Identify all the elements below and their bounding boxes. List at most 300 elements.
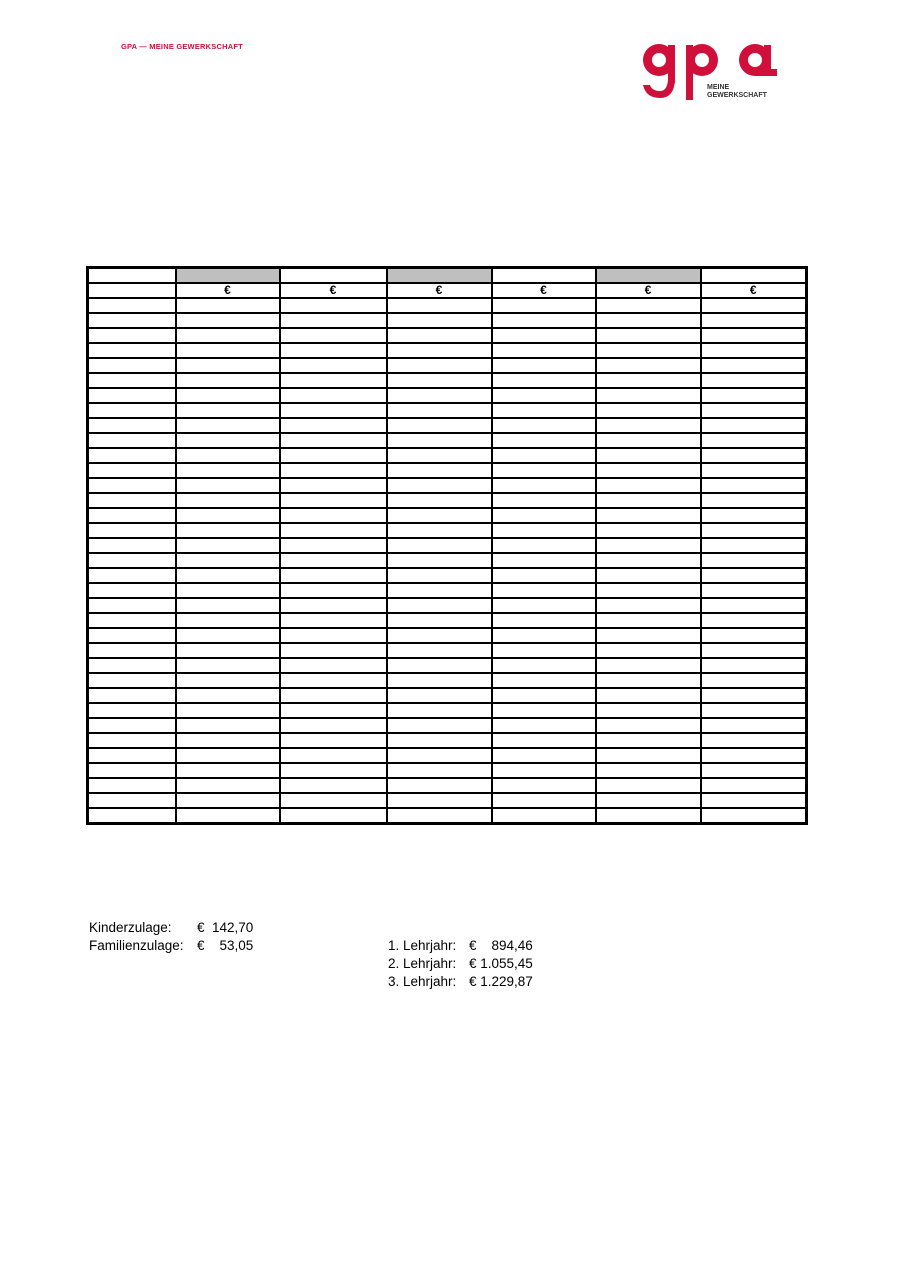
table-cell bbox=[280, 493, 387, 508]
table-cell bbox=[701, 568, 807, 583]
table-cell bbox=[701, 628, 807, 643]
table-cell bbox=[701, 373, 807, 388]
table-cell bbox=[88, 373, 176, 388]
familienzulage-label: Familienzulage: bbox=[89, 938, 184, 953]
table-cell bbox=[280, 643, 387, 658]
table-cell bbox=[701, 343, 807, 358]
table-cell bbox=[701, 463, 807, 478]
table-cell bbox=[88, 478, 176, 493]
table-cell bbox=[596, 343, 701, 358]
currency-cell: € bbox=[176, 283, 280, 298]
table-row bbox=[88, 373, 807, 388]
table-cell bbox=[492, 478, 596, 493]
table-cell bbox=[387, 628, 492, 643]
salary-table bbox=[86, 266, 808, 825]
table-cell bbox=[701, 748, 807, 763]
table-cell bbox=[88, 658, 176, 673]
table-cell bbox=[88, 763, 176, 778]
table-cell bbox=[176, 613, 280, 628]
table-cell bbox=[701, 403, 807, 418]
table-cell bbox=[492, 763, 596, 778]
table-cell bbox=[701, 433, 807, 448]
header-cell bbox=[280, 268, 387, 284]
table-cell bbox=[596, 418, 701, 433]
table-cell bbox=[176, 493, 280, 508]
table-cell bbox=[387, 298, 492, 313]
table-cell bbox=[701, 658, 807, 673]
table-row bbox=[88, 508, 807, 523]
table-row bbox=[88, 733, 807, 748]
table-cell bbox=[176, 298, 280, 313]
table-cell bbox=[176, 778, 280, 793]
table-cell bbox=[701, 793, 807, 808]
table-cell bbox=[492, 553, 596, 568]
table-cell bbox=[280, 658, 387, 673]
table-header-row bbox=[88, 268, 807, 284]
table-cell bbox=[176, 553, 280, 568]
table-cell bbox=[88, 583, 176, 598]
table-cell bbox=[596, 508, 701, 523]
table-cell bbox=[176, 448, 280, 463]
table-cell bbox=[701, 718, 807, 733]
table-cell bbox=[280, 628, 387, 643]
table-cell bbox=[492, 748, 596, 763]
table-cell bbox=[280, 313, 387, 328]
table-cell bbox=[596, 778, 701, 793]
table-cell bbox=[596, 643, 701, 658]
table-row bbox=[88, 328, 807, 343]
table-cell bbox=[176, 403, 280, 418]
table-cell bbox=[492, 673, 596, 688]
table-cell bbox=[596, 718, 701, 733]
table-cell bbox=[176, 733, 280, 748]
table-cell bbox=[176, 688, 280, 703]
table-cell bbox=[280, 328, 387, 343]
table-cell bbox=[176, 598, 280, 613]
table-cell bbox=[280, 778, 387, 793]
table-row bbox=[88, 313, 807, 328]
table-cell bbox=[701, 673, 807, 688]
table-cell bbox=[88, 748, 176, 763]
table-cell bbox=[88, 523, 176, 538]
table-cell bbox=[387, 808, 492, 824]
table-cell bbox=[280, 763, 387, 778]
table-cell bbox=[492, 343, 596, 358]
table-cell bbox=[596, 568, 701, 583]
table-cell bbox=[387, 688, 492, 703]
table-row bbox=[88, 793, 807, 808]
familienzulage-value: € 53,05 bbox=[197, 938, 254, 953]
table-cell bbox=[701, 688, 807, 703]
currency-cell: € bbox=[387, 283, 492, 298]
table-cell bbox=[88, 673, 176, 688]
table-cell bbox=[387, 583, 492, 598]
table-row bbox=[88, 808, 807, 824]
table-cell bbox=[492, 403, 596, 418]
header-tagline: GPA — MEINE GEWERKSCHAFT bbox=[121, 42, 243, 51]
table-cell bbox=[701, 328, 807, 343]
table-cell bbox=[176, 313, 280, 328]
table-cell bbox=[492, 508, 596, 523]
table-cell bbox=[492, 643, 596, 658]
table-cell bbox=[88, 568, 176, 583]
table-cell bbox=[176, 463, 280, 478]
table-cell bbox=[280, 538, 387, 553]
table-row bbox=[88, 418, 807, 433]
table-row bbox=[88, 343, 807, 358]
table-cell bbox=[88, 793, 176, 808]
header-cell bbox=[596, 268, 701, 284]
currency-row-label-cell bbox=[88, 283, 176, 298]
table-cell bbox=[176, 373, 280, 388]
table-cell bbox=[701, 538, 807, 553]
table-row bbox=[88, 613, 807, 628]
table-cell bbox=[596, 688, 701, 703]
table-cell bbox=[387, 478, 492, 493]
table-cell bbox=[596, 523, 701, 538]
table-row bbox=[88, 448, 807, 463]
table-cell bbox=[701, 508, 807, 523]
table-cell bbox=[701, 313, 807, 328]
table-cell bbox=[88, 598, 176, 613]
table-cell bbox=[280, 478, 387, 493]
table-cell bbox=[596, 808, 701, 824]
table-cell bbox=[492, 568, 596, 583]
table-row bbox=[88, 643, 807, 658]
table-row bbox=[88, 718, 807, 733]
table-cell bbox=[280, 343, 387, 358]
table-cell bbox=[387, 733, 492, 748]
table-cell bbox=[88, 628, 176, 643]
table-cell bbox=[280, 688, 387, 703]
table-cell bbox=[280, 403, 387, 418]
salary-grid bbox=[86, 266, 808, 825]
table-cell bbox=[280, 793, 387, 808]
table-cell bbox=[701, 298, 807, 313]
table-cell bbox=[176, 628, 280, 643]
header-cell bbox=[88, 268, 176, 284]
table-cell bbox=[387, 358, 492, 373]
table-cell bbox=[176, 808, 280, 824]
table-cell bbox=[387, 463, 492, 478]
table-cell bbox=[387, 493, 492, 508]
table-row bbox=[88, 493, 807, 508]
table-row bbox=[88, 598, 807, 613]
table-cell bbox=[701, 358, 807, 373]
table-cell bbox=[387, 763, 492, 778]
table-row bbox=[88, 298, 807, 313]
table-cell bbox=[596, 373, 701, 388]
lehrjahr-3-label: 3. Lehrjahr: bbox=[388, 974, 457, 989]
table-cell bbox=[280, 598, 387, 613]
table-row bbox=[88, 553, 807, 568]
table-cell bbox=[701, 583, 807, 598]
table-cell bbox=[492, 583, 596, 598]
table-row bbox=[88, 388, 807, 403]
table-cell bbox=[280, 568, 387, 583]
table-row bbox=[88, 703, 807, 718]
table-cell bbox=[176, 328, 280, 343]
table-cell bbox=[596, 403, 701, 418]
currency-row bbox=[88, 283, 807, 298]
table-cell bbox=[492, 298, 596, 313]
table-cell bbox=[596, 358, 701, 373]
table-cell bbox=[492, 448, 596, 463]
table-cell bbox=[596, 793, 701, 808]
table-cell bbox=[280, 718, 387, 733]
table-cell bbox=[596, 328, 701, 343]
table-cell bbox=[88, 493, 176, 508]
table-cell bbox=[280, 703, 387, 718]
table-cell bbox=[88, 433, 176, 448]
table-cell bbox=[492, 358, 596, 373]
table-cell bbox=[596, 673, 701, 688]
table-cell bbox=[176, 643, 280, 658]
table-cell bbox=[596, 538, 701, 553]
table-cell bbox=[280, 388, 387, 403]
table-cell bbox=[492, 733, 596, 748]
table-row bbox=[88, 688, 807, 703]
table-cell bbox=[387, 343, 492, 358]
table-row bbox=[88, 763, 807, 778]
table-cell bbox=[88, 403, 176, 418]
table-cell bbox=[387, 598, 492, 613]
table-row bbox=[88, 628, 807, 643]
table-cell bbox=[280, 733, 387, 748]
table-cell bbox=[387, 673, 492, 688]
table-cell bbox=[596, 478, 701, 493]
table-cell bbox=[492, 688, 596, 703]
table-cell bbox=[387, 793, 492, 808]
table-row bbox=[88, 748, 807, 763]
table-cell bbox=[280, 298, 387, 313]
logo-subtitle bbox=[707, 84, 767, 100]
table-cell bbox=[88, 643, 176, 658]
header-cell bbox=[176, 268, 280, 284]
table-cell bbox=[280, 613, 387, 628]
table-cell bbox=[387, 313, 492, 328]
table-cell bbox=[596, 298, 701, 313]
table-cell bbox=[280, 373, 387, 388]
table-cell bbox=[701, 523, 807, 538]
table-cell bbox=[176, 568, 280, 583]
table-cell bbox=[88, 448, 176, 463]
table-cell bbox=[88, 718, 176, 733]
table-cell bbox=[701, 643, 807, 658]
table-row bbox=[88, 658, 807, 673]
table-cell bbox=[387, 643, 492, 658]
table-cell bbox=[492, 373, 596, 388]
table-row bbox=[88, 778, 807, 793]
table-cell bbox=[701, 733, 807, 748]
table-row bbox=[88, 358, 807, 373]
table-cell bbox=[280, 673, 387, 688]
table-row bbox=[88, 538, 807, 553]
table-cell bbox=[88, 358, 176, 373]
table-cell bbox=[280, 463, 387, 478]
table-cell bbox=[176, 583, 280, 598]
table-row bbox=[88, 478, 807, 493]
table-cell bbox=[596, 628, 701, 643]
table-cell bbox=[492, 718, 596, 733]
table-cell bbox=[701, 613, 807, 628]
table-cell bbox=[88, 343, 176, 358]
table-cell bbox=[387, 748, 492, 763]
table-cell bbox=[596, 763, 701, 778]
currency-cell: € bbox=[596, 283, 701, 298]
table-cell bbox=[596, 493, 701, 508]
table-cell bbox=[387, 553, 492, 568]
table-cell bbox=[701, 493, 807, 508]
table-cell bbox=[492, 313, 596, 328]
table-cell bbox=[492, 493, 596, 508]
table-cell bbox=[387, 388, 492, 403]
lehrjahr-2-label: 2. Lehrjahr: bbox=[388, 956, 457, 971]
table-cell bbox=[596, 463, 701, 478]
table-cell bbox=[88, 703, 176, 718]
table-cell bbox=[88, 418, 176, 433]
table-row bbox=[88, 463, 807, 478]
table-cell bbox=[280, 433, 387, 448]
table-cell bbox=[280, 508, 387, 523]
table-cell bbox=[176, 538, 280, 553]
table-cell bbox=[492, 538, 596, 553]
table-cell bbox=[492, 463, 596, 478]
table-cell bbox=[387, 523, 492, 538]
table-cell bbox=[88, 688, 176, 703]
table-cell bbox=[88, 388, 176, 403]
table-cell bbox=[280, 448, 387, 463]
table-cell bbox=[701, 808, 807, 824]
table-cell bbox=[492, 613, 596, 628]
table-cell bbox=[176, 388, 280, 403]
currency-cell: € bbox=[280, 283, 387, 298]
table-cell bbox=[387, 418, 492, 433]
table-cell bbox=[701, 598, 807, 613]
table-cell bbox=[387, 403, 492, 418]
table-cell bbox=[596, 583, 701, 598]
table-cell bbox=[176, 748, 280, 763]
table-cell bbox=[596, 748, 701, 763]
table-cell bbox=[176, 763, 280, 778]
table-cell bbox=[492, 628, 596, 643]
table-cell bbox=[88, 328, 176, 343]
currency-cell: € bbox=[701, 283, 807, 298]
table-cell bbox=[387, 703, 492, 718]
table-cell bbox=[701, 448, 807, 463]
table-cell bbox=[492, 328, 596, 343]
table-cell bbox=[88, 508, 176, 523]
table-cell bbox=[88, 538, 176, 553]
table-cell bbox=[596, 553, 701, 568]
currency-cell: € bbox=[492, 283, 596, 298]
table-cell bbox=[701, 478, 807, 493]
table-cell bbox=[596, 733, 701, 748]
table-cell bbox=[387, 718, 492, 733]
table-cell bbox=[176, 658, 280, 673]
table-row bbox=[88, 433, 807, 448]
kinderzulage-value: € 142,70 bbox=[197, 920, 254, 935]
table-cell bbox=[88, 808, 176, 824]
table-cell bbox=[88, 298, 176, 313]
lehrjahr-1-value: € 894,46 bbox=[469, 938, 533, 953]
header-cell bbox=[492, 268, 596, 284]
table-cell bbox=[387, 448, 492, 463]
table-cell bbox=[280, 553, 387, 568]
lehrjahr-2-value: € 1.055,45 bbox=[469, 956, 533, 971]
table-cell bbox=[492, 778, 596, 793]
table-cell bbox=[492, 418, 596, 433]
table-cell bbox=[492, 658, 596, 673]
table-cell bbox=[176, 358, 280, 373]
table-row bbox=[88, 523, 807, 538]
table-cell bbox=[387, 778, 492, 793]
table-cell bbox=[280, 583, 387, 598]
table-cell bbox=[88, 313, 176, 328]
table-cell bbox=[176, 418, 280, 433]
table-cell bbox=[176, 343, 280, 358]
lehrjahr-3-value: € 1.229,87 bbox=[469, 974, 533, 989]
table-cell bbox=[596, 313, 701, 328]
table-cell bbox=[387, 538, 492, 553]
table-cell bbox=[387, 433, 492, 448]
table-row bbox=[88, 673, 807, 688]
table-cell bbox=[280, 523, 387, 538]
table-cell bbox=[492, 703, 596, 718]
logo-subtitle-line1: MEINE bbox=[707, 84, 730, 91]
table-cell bbox=[492, 793, 596, 808]
table-cell bbox=[387, 373, 492, 388]
table-cell bbox=[596, 598, 701, 613]
table-cell bbox=[701, 778, 807, 793]
table-cell bbox=[387, 613, 492, 628]
table-row bbox=[88, 583, 807, 598]
table-cell bbox=[387, 328, 492, 343]
table-cell bbox=[387, 568, 492, 583]
table-cell bbox=[387, 508, 492, 523]
table-cell bbox=[280, 748, 387, 763]
table-cell bbox=[88, 553, 176, 568]
table-cell bbox=[492, 808, 596, 824]
table-cell bbox=[492, 388, 596, 403]
table-cell bbox=[176, 703, 280, 718]
table-cell bbox=[88, 613, 176, 628]
table-cell bbox=[176, 718, 280, 733]
table-cell bbox=[701, 703, 807, 718]
table-cell bbox=[176, 508, 280, 523]
table-cell bbox=[492, 598, 596, 613]
header-cell bbox=[701, 268, 807, 284]
logo-subtitle-line2: GEWERKSCHAFT bbox=[707, 92, 767, 99]
table-cell bbox=[176, 793, 280, 808]
table-cell bbox=[596, 448, 701, 463]
kinderzulage-label: Kinderzulage: bbox=[89, 920, 172, 935]
table-cell bbox=[88, 463, 176, 478]
table-cell bbox=[176, 523, 280, 538]
table-row bbox=[88, 403, 807, 418]
table-cell bbox=[176, 478, 280, 493]
table-cell bbox=[701, 553, 807, 568]
table-cell bbox=[492, 433, 596, 448]
table-cell bbox=[596, 613, 701, 628]
table-cell bbox=[176, 673, 280, 688]
table-cell bbox=[280, 418, 387, 433]
table-cell bbox=[596, 433, 701, 448]
table-cell bbox=[596, 703, 701, 718]
table-cell bbox=[701, 418, 807, 433]
table-cell bbox=[88, 733, 176, 748]
table-cell bbox=[387, 658, 492, 673]
